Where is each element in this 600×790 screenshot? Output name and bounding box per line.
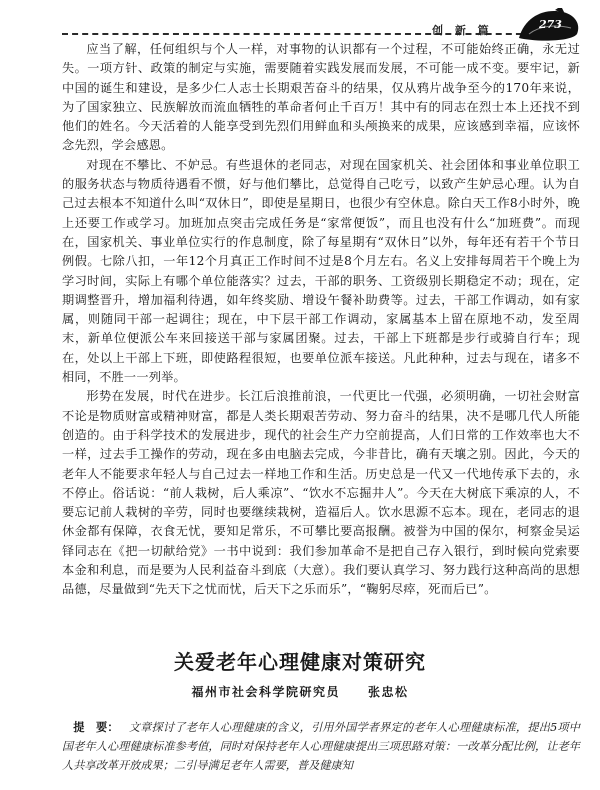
abstract bbox=[62, 718, 580, 775]
paragraph-2: 对现在不攀比、不妒忌。有些退休的老同志，对现在国家机关、社会团体和事业单位职工的服务状态与物质待遇看不惯，好与他们攀比，总觉得自己吃亏，以致产生妒忌心理。认为自己过去根本不知道什么叫“双休日”，即使是星期日，也很少有空休息。除白天工作8小时外，晚上还要工作或学习。加班加点突击完成任务是“家常便饭”，而且也没有什么“加班费”。而现在，国家机关、事业单位实行的作息制度，除了每星期有“双休日”以外，每年还有若干个节日例假。七除八扣，一年12个月真正工作时间不过是8个月左右。名义上安排每周若干个晚上为学习时间，实际上有哪个单位能落实？过去，干部的职务、工资级别长期稳定不动；现在，定期调整晋升，增加福利待遇，如年终奖励、增设午餐补助费等。过去，干部工作调动，如有家属，则随同干部一起调往；现在，中下层干部工作调动，家属基本上留在原地不动，发至周末，新单位便派公车来回接送干部与家属团聚。过去，干部上下班都是步行或骑自行车；现在，处以上干部上下班，即使路程很短，也要单位派车接送。凡此种种，过去与现在，诸多不相同，不胜一一列举。 bbox=[62, 157, 580, 385]
body-text bbox=[62, 40, 580, 600]
section-name: 创 新 篇 bbox=[432, 24, 493, 37]
abstract-label: 提 要： bbox=[73, 720, 119, 734]
paragraph-3: 形势在发展，时代在进步。长江后浪推前浪，一代更比一代强，必须明确，一切社会财富不论是物质财富或精神财富，都是人类长期艰苦劳动、努力奋斗的结果，决不是哪几代人所能创造的。由于科学技术的发展进步，现代的社会生产力空前提高，人们日常的工作效率也大不一样，过去手工操作的劳动，现在多由电脑去完成，今非昔比，确有天壤之别。因此，今天的老年人不能要求年轻人与自己过去一样地工作和生活。历史总是一代又一代地传承下去的，永不停止。俗话说：“前人栽树，后人乘凉”、“饮水不忘掘井人”。今天在大树底下乘凉的人，不要忘记前人栽树的辛劳，同时也要继续栽树，造福后人。饮水思源不忘本。现在，老同志的退休金都有保障，衣食无忧，要知足常乐，不可攀比要高报酬。被誉为中国的保尔，柯察金吴运铎同志在《把一切献给党》一书中说到：我们参加革命不是把自己存入银行，到时候向党索要本金和利息，而是要为人民利益奋斗到底（大意）。我们要认真学习、努力践行这种高尚的思想品德，尽量做到“先天下之忧而忧，后天下之乐而乐”，“鞠躬尽瘁，死而后已”。 bbox=[62, 389, 580, 597]
author-affiliation: 福州市社会科学院研究员 bbox=[191, 685, 340, 699]
abstract-text: 文章探讨了老年人心理健康的含义，引用外国学者界定的老年人心理健康标准，提出5项中国老年人心理健康标准参考值，同时对保持老年人心理健康提出三项思路对策：一改革分配比例，让老年人共享改革开放成果；二引导满足老年人需要，普及健康知 bbox=[62, 721, 580, 772]
author-name: 张忠松 bbox=[368, 685, 409, 699]
article-title: 关爱老年心理健康对策研究 bbox=[174, 650, 426, 674]
byline bbox=[0, 683, 600, 700]
page-number: 273 bbox=[539, 18, 562, 31]
paragraph-1: 应当了解，任何组织与个人一样，对事物的认识都有一个过程，不可能始终正确，永无过失。一项方针、政策的制定与实施，需要随着实践发展而发展，不可能一成不变。要牢记，新中国的诞生和建设，是多少仁人志士长期艰苦奋斗的结果，仅从鸦片战争至今的170年来说，为了国家独立、民族解放而流血牺牲的革命者何止千百万！其中有的同志在烈士本上还找不到他们的姓名。今天活着的人能享受到先烈们用鲜血和头颅换来的成果，应该感到幸福，应该怀念先烈，学会感恩。 bbox=[62, 42, 580, 153]
